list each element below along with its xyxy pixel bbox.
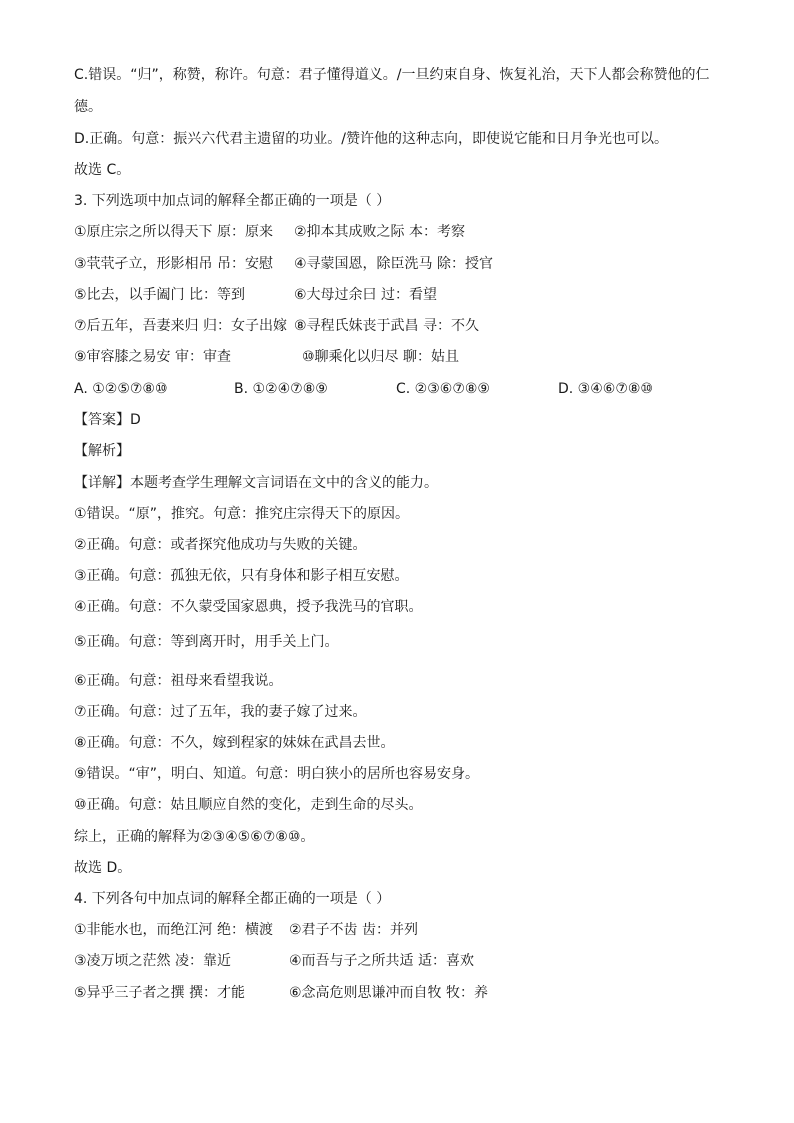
q3-item-7: ⑦后五年，吾妻来归 归：女子出嫁 xyxy=(74,318,288,334)
q4-item-3: ③凌万顷之茫然 凌：靠近 xyxy=(74,953,232,969)
q3-item-5: ⑤比去，以手阖门 比：等到 xyxy=(74,287,246,303)
explanation-d: D.正确。句意：振兴六代君主遗留的功业。/赞许他的这种志向，即使说它能和日月争光也可以。 xyxy=(74,131,668,147)
q3-detail-1: ①错误。“原”，推究。句意：推究庄宗得天下的原因。 xyxy=(74,506,410,522)
q3-item-6: ⑥大母过余曰 过：看望 xyxy=(294,287,438,303)
q3-detail-intro: 【详解】本题考查学生理解文言词语在文中的含义的能力。 xyxy=(74,475,438,491)
q3-item-10: ⑩聊乘化以归尽 聊：姑且 xyxy=(302,349,460,365)
q3-answer-label: 【答案】D xyxy=(74,412,141,428)
q4-item-6: ⑥念高危则思谦冲而自牧 牧：养 xyxy=(289,985,489,1001)
question-4-stem: 4. 下列各句中加点词的解释全都正确的一项是（ ） xyxy=(74,891,391,907)
q4-item-1: ①非能水也，而绝江河 绝：横渡 xyxy=(74,922,274,938)
q3-detail-4: ④正确。句意：不久蒙受国家恩典，授予我洗马的官职。 xyxy=(74,599,423,615)
question-3-stem: 3. 下列选项中加点词的解释全都正确的一项是（ ） xyxy=(74,193,391,209)
q3-choice-d: D. ③④⑥⑦⑧⑩ xyxy=(558,381,653,397)
q3-item-8: ⑧寻程氏妹丧于武昌 寻：不久 xyxy=(294,318,480,334)
q3-item-9: ⑨审容膝之易安 审：审查 xyxy=(74,349,232,365)
q3-item-2: ②抑本其成败之际 本：考察 xyxy=(294,224,466,240)
q3-item-4: ④寻蒙国恩，除臣洗马 除：授官 xyxy=(294,256,494,272)
q3-choice-b: B. ①②④⑦⑧⑨ xyxy=(234,381,328,397)
q4-item-5: ⑤异乎三子者之撰 撰：才能 xyxy=(74,985,246,1001)
q3-detail-9: ⑨错误。“审”，明白、知道。句意：明白狭小的居所也容易安身。 xyxy=(74,766,480,782)
q3-summary: 综上，正确的解释为②③④⑤⑥⑦⑧⑩。 xyxy=(74,829,315,845)
q3-choice-a: A. ①②⑤⑦⑧⑩ xyxy=(74,381,168,397)
q3-item-1: ①原庄宗之所以得天下 原：原来 xyxy=(74,224,274,240)
q3-detail-5: ⑤正确。句意：等到离开时，用手关上门。 xyxy=(74,634,339,650)
explanation-c-line1: C.错误。“归”，称赞，称许。句意：君子懂得道义。/一旦约束自身、恢复礼治，天下人都会称赞他的仁 xyxy=(74,67,710,83)
q3-detail-2: ②正确。句意：或者探究他成功与失败的关键。 xyxy=(74,537,367,553)
q3-analysis-label: 【解析】 xyxy=(74,443,130,459)
q4-item-4: ④而吾与子之所共适 适：喜欢 xyxy=(289,953,475,969)
explanation-c-line2: 德。 xyxy=(74,99,102,115)
q3-detail-10: ⑩正确。句意：姑且顺应自然的变化，走到生命的尽头。 xyxy=(74,797,423,813)
q3-detail-3: ③正确。句意：孤独无依，只有身体和影子相互安慰。 xyxy=(74,568,409,584)
q3-detail-7: ⑦正确。句意：过了五年，我的妻子嫁了过来。 xyxy=(74,704,367,720)
q3-detail-6: ⑥正确。句意：祖母来看望我说。 xyxy=(74,673,283,689)
q3-item-3: ③茕茕孑立，形影相吊 吊：安慰 xyxy=(74,256,274,272)
q3-detail-8: ⑧正确。句意：不久，嫁到程家的妹妹在武昌去世。 xyxy=(74,735,395,751)
q4-item-2: ②君子不齿 齿：并列 xyxy=(289,922,419,938)
answer-choice-c: 故选 C。 xyxy=(74,162,131,178)
answer-choice-d: 故选 D。 xyxy=(74,860,132,876)
q3-choice-c: C. ②③⑥⑦⑧⑨ xyxy=(396,381,490,397)
